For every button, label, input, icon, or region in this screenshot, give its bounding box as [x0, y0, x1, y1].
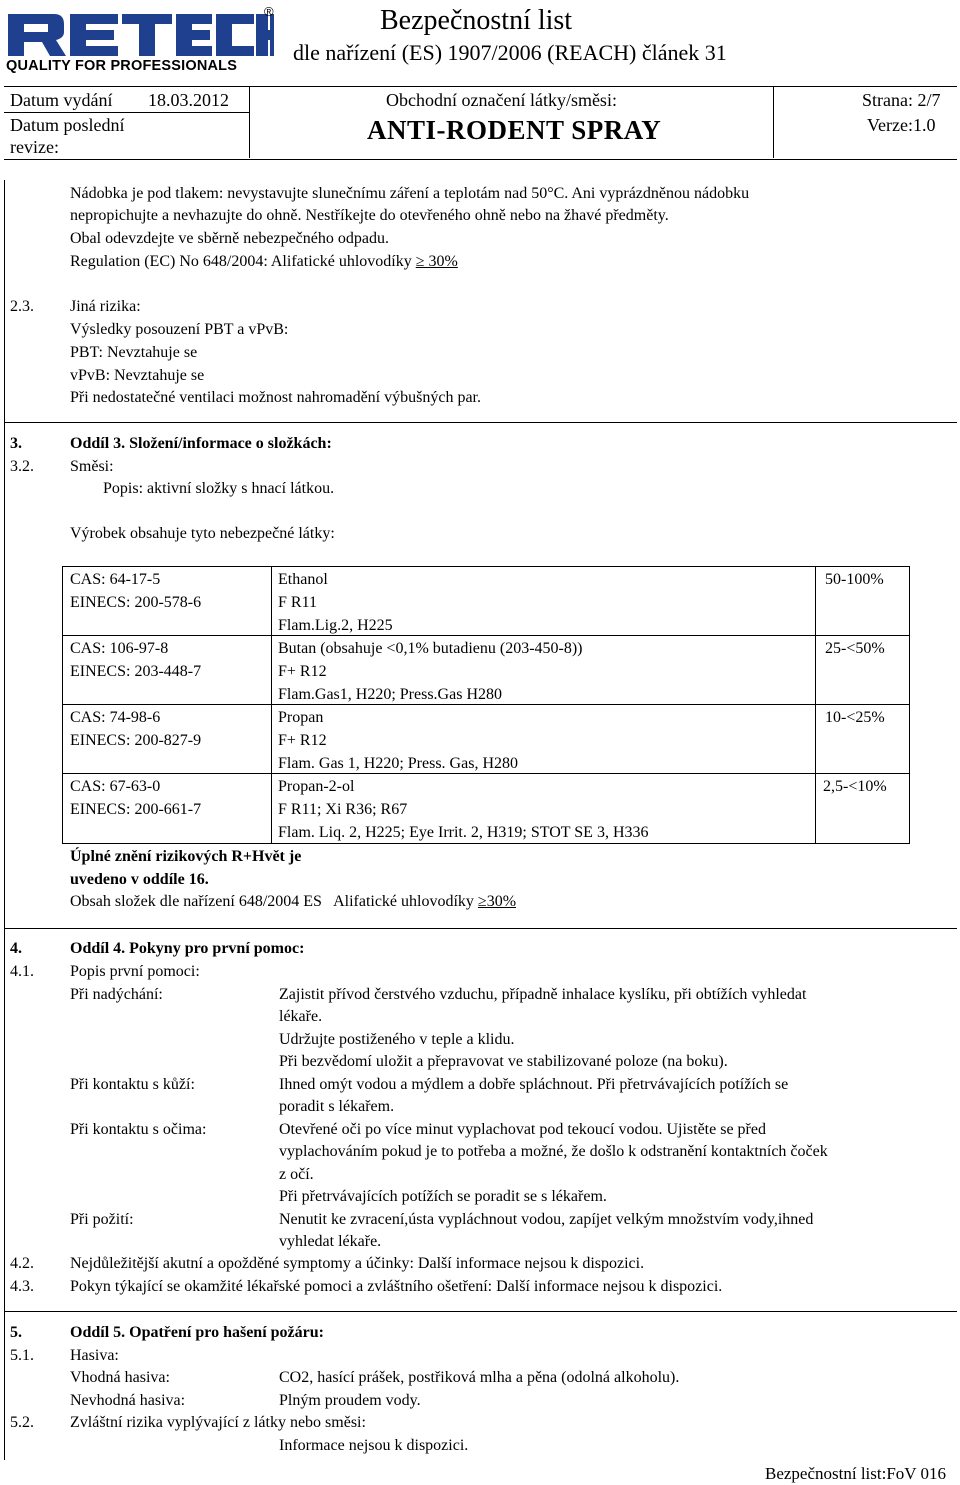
section4-number: 4.: [10, 940, 22, 957]
content-note-text: Obsah složek dle nařízení 648/2004 ES Alifatické uhlovodíky: [70, 893, 474, 910]
trade-name-label: Obchodní označení látky/směsi:: [386, 90, 617, 110]
skin-contact-text: Ihned omýt vodou a mýdlem a dobře spláchnout. Při přetrvávajících potížích se: [279, 1076, 789, 1093]
component-class-clp: Flam.Lig.2, H225: [278, 617, 393, 634]
suitable-media-label: Vhodná hasiva:: [70, 1369, 170, 1386]
version-value: 1.0: [912, 115, 936, 135]
sub52-title: Zvláštní rizika vyplývající z látky nebo směsi:: [70, 1414, 366, 1431]
component-cas: CAS: 106-97-8: [70, 640, 169, 657]
document-subtitle: dle nařízení (ES) 1907/2006 (REACH) článek 31: [293, 40, 727, 65]
header-divider-left: [249, 87, 250, 158]
page-indicator: [862, 89, 941, 111]
component-class-clp: Flam. Gas 1, H220; Press. Gas, H280: [278, 755, 518, 772]
component-cas: CAS: 64-17-5: [70, 571, 161, 588]
component-einecs: EINECS: 203-448-7: [70, 663, 202, 680]
sub23-number: 2.3.: [10, 298, 34, 315]
component-name: Butan (obsahuje <0,1% butadienu (203-450-8)): [278, 640, 583, 657]
component-cas: CAS: 67-63-0: [70, 778, 161, 795]
component-concentration: 2,5-<10%: [823, 778, 887, 795]
logo-tagline: QUALITY FOR PROFESSIONALS: [6, 58, 238, 74]
sub32-title: Směsi:: [70, 458, 114, 475]
ingestion-text: Nenutit ke zvracení,ústa vypláchnout vodou, zapíjet velkým množstvím vody,ihned: [279, 1211, 814, 1228]
component-class-clp: Flam.Gas1, H220; Press.Gas H280: [278, 686, 502, 703]
header-row-divider: [4, 112, 249, 113]
inhalation-text: Zajistit přívod čerstvého vzduchu, případně inhalace kyslíku, při obtížích vyhledat: [279, 986, 807, 1003]
issue-date: 18.03.2012: [148, 90, 229, 110]
component-cas: CAS: 74-98-6: [70, 709, 161, 726]
inhalation-text: lékaře.: [279, 1008, 323, 1025]
ventilation-line: Při nedostatečné ventilaci možnost nahromadění výbušných par.: [70, 389, 481, 406]
document-title: Bezpečnostní list: [380, 5, 573, 36]
eye-contact-text: Při přetrvávajících potížích se poradit se s lékařem.: [279, 1188, 607, 1205]
unsuitable-media-text: Plným proudem vody.: [279, 1392, 421, 1409]
component-einecs: EINECS: 200-827-9: [70, 732, 202, 749]
components-intro: Výrobek obsahuje tyto nebezpečné látky:: [70, 525, 335, 542]
hazard-line-3: Obal odevzdejte ve sběrně nebezpečného odpadu.: [70, 230, 389, 247]
inhalation-text: Při bezvědomí uložit a přepravovat ve stabilizované poloze (na boku).: [279, 1053, 728, 1070]
eye-contact-text: z očí.: [279, 1166, 314, 1183]
section-divider: [4, 928, 957, 929]
header-divider-right: [773, 87, 774, 158]
sub43-number: 4.3.: [10, 1278, 34, 1295]
hazard-line-2: nepropichujte a nevhazujte do ohně. Nestříkejte do otevřeného ohně nebo na žhavé předměty.: [70, 207, 669, 224]
component-name: Propan: [278, 709, 324, 726]
regulation-text: Regulation (EC) No 648/2004: Alifatické uhlovodíky: [70, 253, 412, 270]
content-note: [70, 892, 516, 912]
sub51-title: Hasiva:: [70, 1347, 119, 1364]
regulation-value: ≥ 30%: [415, 253, 458, 270]
table-col-divider-1: [271, 566, 272, 844]
eye-contact-label: Při kontaktu s očima:: [70, 1121, 207, 1138]
sub41-number: 4.1.: [10, 963, 34, 980]
component-name: Ethanol: [278, 571, 328, 588]
ingestion-text: vyhledat lékaře.: [279, 1233, 382, 1250]
section3-title: Oddíl 3. Složení/informace o složkách:: [70, 435, 332, 452]
skin-contact-label: Při kontaktu s kůží:: [70, 1076, 195, 1093]
component-class-old: F+ R12: [278, 663, 327, 680]
component-concentration: 25-<50%: [825, 640, 885, 657]
unsuitable-media-label: Nevhodná hasiva:: [70, 1392, 186, 1409]
section5-title: Oddíl 5. Opatření pro hašení požáru:: [70, 1324, 324, 1341]
registered-mark: ®: [264, 4, 274, 19]
revision-date-label: Datum poslední: [10, 115, 125, 135]
component-class-old: F R11; Xi R36; R67: [278, 801, 408, 818]
component-class-clp: Flam. Liq. 2, H225; Eye Irrit. 2, H319; STOT SE 3, H336: [278, 824, 649, 841]
sub23-title: Jiná rizika:: [70, 298, 141, 315]
sub52-text: Informace nejsou k dispozici.: [279, 1437, 469, 1454]
eye-contact-text: vyplachováním pokud je to potřeba a možné, že došlo k odstranění kontaktních čoček: [279, 1143, 828, 1160]
skin-contact-text: poradit s lékařem.: [279, 1098, 395, 1115]
footer-document-code: Bezpečnostní list:FoV 016: [764, 1464, 946, 1483]
inhalation-text: Udržujte postiženého v teple a klidu.: [279, 1031, 515, 1048]
version-indicator: [867, 114, 935, 136]
regulation-line: [70, 252, 458, 272]
sub43-text: Pokyn týkající se okamžité lékařské pomoci a zvláštního ošetření: Další informace nejsou k dispozici.: [70, 1278, 723, 1295]
inhalation-label: Při nadýchání:: [70, 986, 163, 1003]
content-note-value: ≥30%: [477, 893, 517, 910]
section-divider: [4, 422, 957, 423]
sub41-title: Popis první pomoci:: [70, 963, 200, 980]
product-name: ANTI-RODENT SPRAY: [367, 115, 662, 145]
hazard-line-1: Nádobka je pod tlakem: nevystavujte slunečnímu záření a teplotám nad 50°C. Ani vyprázdněnou nádobku: [70, 185, 750, 202]
table-row-divider: [62, 635, 910, 636]
component-name: Propan-2-ol: [278, 778, 355, 795]
component-concentration: 10-<25%: [825, 709, 885, 726]
section3-number: 3.: [10, 435, 22, 452]
ingestion-label: Při požití:: [70, 1211, 134, 1228]
sub42-text: Nejdůležitější akutní a opožděné symptomy a účinky: Další informace nejsou k dispozici.: [70, 1255, 645, 1272]
section4-title: Oddíl 4. Pokyny pro první pomoc:: [70, 940, 305, 957]
sub42-number: 4.2.: [10, 1255, 34, 1272]
component-concentration: 50-100%: [825, 571, 884, 588]
mixture-description: Popis: aktivní složky s hnací látkou.: [103, 480, 335, 497]
section5-number: 5.: [10, 1324, 22, 1341]
issue-date-label: Datum vydání: [10, 90, 113, 110]
sub51-number: 5.1.: [10, 1347, 34, 1364]
component-class-old: F+ R12: [278, 732, 327, 749]
section-divider: [4, 1311, 957, 1312]
page-value: 2/7: [917, 90, 941, 110]
full-text-note-2: uvedeno v oddíle 16.: [70, 871, 209, 888]
sub32-number: 3.2.: [10, 458, 34, 475]
suitable-media-text: CO2, hasící prášek, postřiková mlha a pěna (odolná alkoholu).: [279, 1369, 680, 1386]
full-text-note-1: Úplné znění rizikových R+Hvět je: [70, 848, 302, 865]
revision-date-label-2: revize:: [10, 137, 59, 157]
pbt-line: PBT: Nevztahuje se: [70, 344, 198, 361]
table-col-divider-2: [815, 566, 816, 844]
component-einecs: EINECS: 200-578-6: [70, 594, 202, 611]
page-left-border: [4, 180, 5, 1460]
sub52-number: 5.2.: [10, 1414, 34, 1431]
company-logo: [6, 4, 276, 74]
vpvb-line: vPvB: Nevztahuje se: [70, 367, 205, 384]
pbt-assessment: Výsledky posouzení PBT a vPvB:: [70, 321, 289, 338]
version-label: Verze:: [867, 115, 913, 135]
component-einecs: EINECS: 200-661-7: [70, 801, 202, 818]
page-label: Strana:: [862, 90, 913, 110]
eye-contact-text: Otevřené oči po více minut vyplachovat pod tekoucí vodou. Ujistěte se před: [279, 1121, 766, 1138]
component-class-old: F R11: [278, 594, 317, 611]
